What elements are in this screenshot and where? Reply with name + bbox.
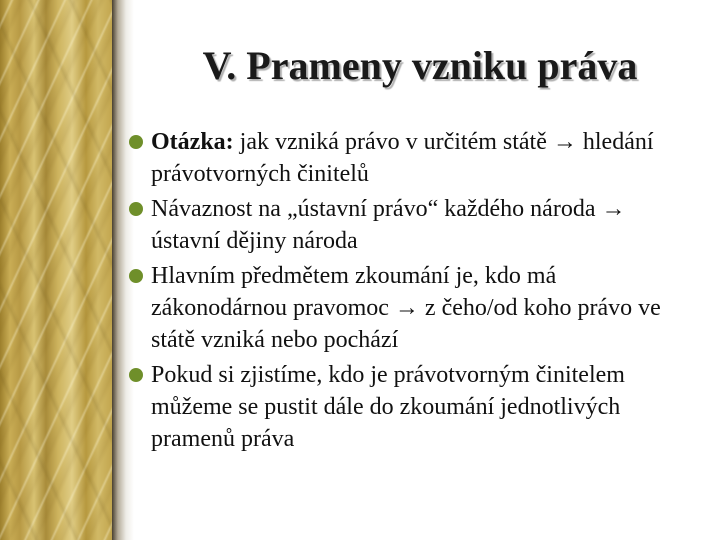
bullet-text: Návaznost na „ústavní právo“ každého národa → ústavní dějiny národa xyxy=(151,196,626,254)
decorative-gold-sidebar xyxy=(0,0,112,540)
bullet-dot-icon xyxy=(129,135,143,149)
bullet-text: Hlavním předmětem zkoumání je, kdo má zákonodárnou pravomoc → z čeho/od koho právo ve státě vzniká nebo pochází xyxy=(151,263,661,353)
bullet-dot-icon xyxy=(129,202,143,216)
bullet-item-2 xyxy=(127,193,697,257)
bullet-item-4 xyxy=(127,359,697,455)
bullet-dot-icon xyxy=(129,368,143,382)
bullet-item-1 xyxy=(127,126,697,190)
bullet-dot-icon xyxy=(129,269,143,283)
slide-title: V. Prameny vzniku práva xyxy=(202,43,638,88)
bullet-text: Pokud si zjistíme, kdo je právotvorným činitelem můžeme se pustit dále do zkoumání jednotlivých pramenů práva xyxy=(151,362,625,452)
bullet-text: jak vzniká právo v určitém státě → hledání právotvorných činitelů xyxy=(151,129,654,187)
bullet-item-3 xyxy=(127,260,697,356)
bullet-bold-label: Otázka: xyxy=(151,129,234,155)
bullet-list xyxy=(127,126,697,458)
